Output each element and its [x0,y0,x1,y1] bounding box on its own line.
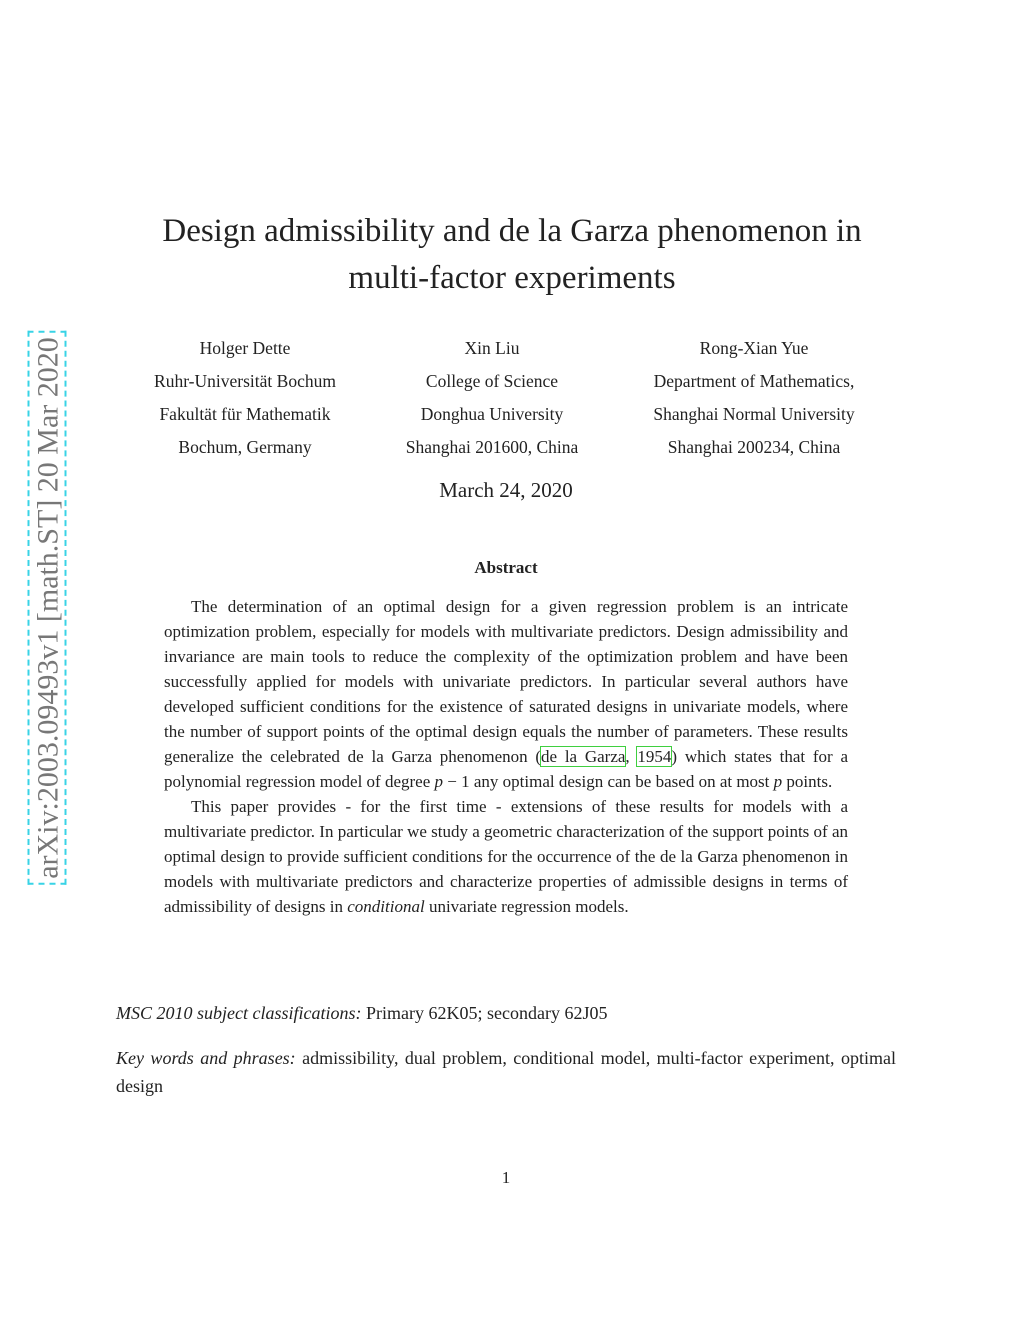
paper-date: March 24, 2020 [439,478,573,502]
keywords-label: Key words and phrases: [116,1048,296,1068]
abstract-body [164,594,848,919]
paper-title [0,208,1024,302]
author-affiliation: Fakultät für Mathematik [159,404,331,424]
abstract-emphasis: conditional [347,897,425,916]
author-name: Xin Liu [464,338,520,358]
msc-label: MSC 2010 subject classifications: [116,1003,362,1023]
abstract-paragraph-2 [164,794,848,919]
msc-value: Primary 62K05; secondary 62J05 [361,1003,608,1023]
citation-link-author[interactable]: de la Garza [541,747,626,766]
author-affiliation: Ruhr-Universität Bochum [154,371,336,391]
title-line-2: multi-factor experiments [348,260,676,296]
citation-link-year[interactable]: 1954 [637,747,672,766]
author-block-yue [624,332,884,464]
arxiv-stamp[interactable]: arXiv:2003.09493v1 [math.ST] 20 Mar 2020 [28,331,67,885]
author-name: Holger Dette [199,338,291,358]
author-affiliation: Shanghai 201600, China [405,437,579,457]
abstract-text: ) which states that for a polynomial regression model of degree [164,747,848,791]
author-affiliation: Shanghai Normal University [653,404,855,424]
abstract-text: The determination of an optimal design for a given regression problem is an intricate optimization problem, especially for models with multivariate predictors. Design admissibility and invariance are main tools to reduce the complexity of the optimization problem and have been successfully applied for models with univariate predictors. In particular several authors have developed sufficient conditions for the existence of saturated designs in univariate models, where the number of support points of the optimal design equals the number of parameters. These results generalize the celebrated de la Garza phenomenon ( [164,597,848,766]
citation-separator: , [625,747,638,766]
abstract-text: points. [782,772,833,791]
author-name: Rong-Xian Yue [699,338,809,358]
abstract-text: univariate regression models. [424,897,629,916]
msc-classification [116,1003,896,1024]
abstract-heading: Abstract [474,558,538,577]
abstract-text: This paper provides - for the first time - extensions of these results for models with a multivariate predictor. In particular we study a geometric characterization of the support points of an optimal design to provide sufficient conditions for the occurrence of the de la Garza phenomenon in models with multivariate predictors and characterize properties of admissible designs in terms of admissibility of designs in [164,797,849,916]
keywords [116,1044,896,1100]
title-line-1: Design admissibility and de la Garza phenomenon in [162,213,862,249]
author-affiliation: Donghua University [420,404,564,424]
math-variable: p [434,772,444,791]
author-block-liu [362,332,622,464]
author-affiliation: Shanghai 200234, China [667,437,841,457]
abstract-text: − 1 any optimal design can be based on at most [443,772,774,791]
author-affiliation: Bochum, Germany [178,437,312,457]
author-affiliation: Department of Mathematics, [653,371,855,391]
abstract-paragraph-1 [164,594,848,794]
author-block-dette [115,332,375,464]
keywords-value: admissibility, dual problem, conditional model, multi-factor experiment, optimal design [116,1048,896,1096]
math-variable: p [773,772,783,791]
author-affiliation: College of Science [425,371,559,391]
page-number: 1 [501,1168,511,1187]
